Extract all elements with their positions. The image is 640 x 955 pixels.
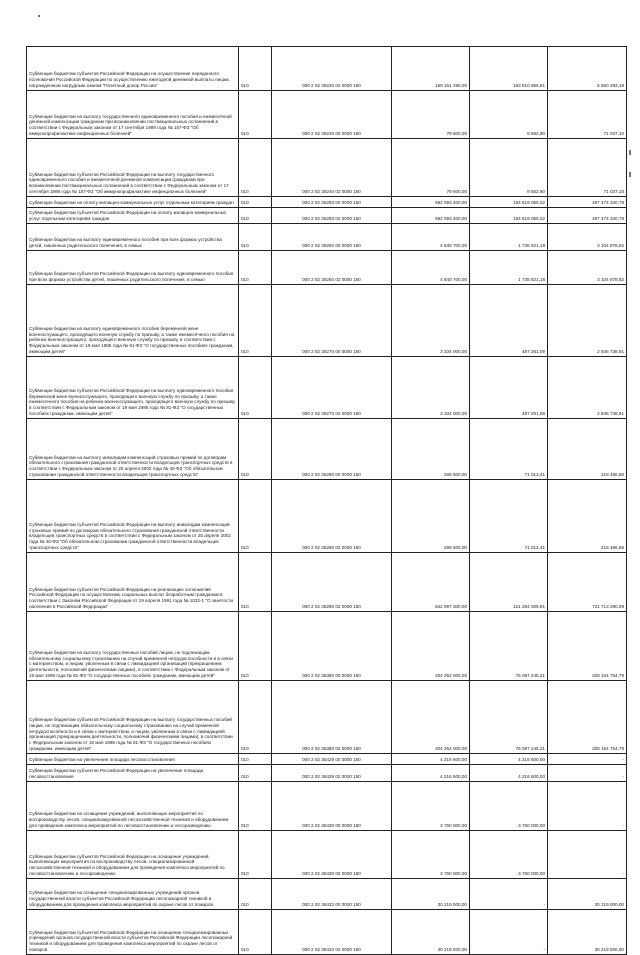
line-code: 010 bbox=[239, 879, 272, 910]
table-row bbox=[27, 251, 627, 285]
budget-classification-code: 000 2 02 35270 02 0000 150 bbox=[272, 357, 392, 419]
table-row bbox=[27, 553, 627, 612]
approved-amount: 30 219 000,00 bbox=[392, 910, 470, 955]
budget-item-name: Субвенции бюджетам на выплату единовременного пособия беременной жене военнослужащего, проходящего военную службу по призыву, а также ежемесячного пособия на ребенка военнослужащего, проходящего военную службу по призыву, в соответствии с Федеральным законом от 19 мая 1995 года № 81-ФЗ "О государственных пособиях гражданам, имеющим детей" bbox=[27, 285, 239, 357]
approved-amount: 404 252 000,00 bbox=[392, 612, 470, 681]
budget-item-name: Субвенции бюджетам на выплату государственного единовременного пособия и ежемесячной денежной компенсации гражданам при возникновении поствакцинальных осложнений в соответствии с Федеральным законом от 17 сентября 1998 года № 157-ФЗ "Об иммунопрофилактике инфекционных болезней" bbox=[27, 91, 239, 139]
budget-classification-code: 000 2 02 35432 02 0000 150 bbox=[272, 910, 392, 955]
line-code: 010 bbox=[239, 831, 272, 879]
budget-classification-code: 000 2 02 35220 02 0000 150 bbox=[272, 47, 392, 91]
budget-classification-code: 000 2 02 35270 00 0000 150 bbox=[272, 285, 392, 357]
approved-amount: 842 997 300,00 bbox=[392, 553, 470, 612]
budget-item-name: Субвенции бюджетам субъектов Российской Федерации на выплату инвалидам компенсаций страховых премий по договорам обязательного страхования гражданской ответственности владельцев транспортных средств в соответствии с Федеральным законом от 25 апреля 2002 года № 40-ФЗ "Об обязательном страховании гражданской ответственности владельцев транспортных средств" bbox=[27, 480, 239, 553]
line-code: 010 bbox=[239, 251, 272, 285]
approved-amount: 289 500,00 bbox=[392, 419, 470, 480]
unexecuted-amount: 497 474 340,78 bbox=[548, 208, 627, 224]
approved-amount: 3 760 000,00 bbox=[392, 831, 470, 879]
revenue-table bbox=[26, 46, 627, 955]
unexecuted-amount: 30 219 000,00 bbox=[548, 910, 627, 955]
budget-classification-code: 000 2 02 35260 00 0000 150 bbox=[272, 224, 392, 251]
budget-classification-code: 000 2 02 35240 02 0000 150 bbox=[272, 139, 392, 197]
line-code: 010 bbox=[239, 197, 272, 208]
table-row bbox=[27, 208, 627, 224]
table-row bbox=[27, 197, 627, 208]
executed-amount: 194 619 059,22 bbox=[470, 208, 548, 224]
scan-edge-mark bbox=[629, 150, 631, 155]
unexecuted-amount: 2 846 738,91 bbox=[548, 285, 627, 357]
budget-item-name: Субвенции бюджетам субъектов Российской Федерации на выплату единовременного пособия при всех формах устройства детей, лишенных родительского попечения, в семью bbox=[27, 251, 239, 285]
unexecuted-amount: - bbox=[548, 831, 627, 879]
unexecuted-amount: - bbox=[548, 754, 627, 765]
unexecuted-amount: 328 164 754,79 bbox=[548, 681, 627, 754]
table-row bbox=[27, 754, 627, 765]
approved-amount: 79 600,00 bbox=[392, 91, 470, 139]
budget-classification-code: 000 2 02 35430 00 0000 150 bbox=[272, 782, 392, 831]
executed-amount: 4 216 600,00 bbox=[470, 754, 548, 765]
line-code: 010 bbox=[239, 782, 272, 831]
table-row bbox=[27, 910, 627, 955]
approved-amount: 3 760 000,00 bbox=[392, 782, 470, 831]
budget-item-name: Субвенции бюджетам на увеличение площади лесовосстановления bbox=[27, 754, 239, 765]
table-row bbox=[27, 480, 627, 553]
budget-classification-code: 000 2 02 35380 00 0000 150 bbox=[272, 612, 392, 681]
executed-amount: 76 087 245,21 bbox=[470, 681, 548, 754]
budget-item-name: Субвенции бюджетам субъектов Российской Федерации на оснащение специализированных учреждений органов государственной власти субъектов Российской Федерации лесопожарной техникой и оборудованием для проведения комплекса мероприятий по охране лесов от пожаров bbox=[27, 910, 239, 955]
executed-amount: 487 261,09 bbox=[470, 285, 548, 357]
budget-classification-code: 000 2 02 35250 00 0000 150 bbox=[272, 197, 392, 208]
executed-amount: 8 562,90 bbox=[470, 91, 548, 139]
budget-item-name: Субвенции бюджетам субъектов Российской Федерации на оплату жилищно-коммунальных услуг отдельным категориям граждан bbox=[27, 208, 239, 224]
executed-amount: - bbox=[470, 879, 548, 910]
budget-item-name: Субвенции бюджетам на оплату жилищно-коммунальных услуг отдельным категориям граждан bbox=[27, 197, 239, 208]
executed-amount: 1 735 821,18 bbox=[470, 224, 548, 251]
unexecuted-amount: 218 486,59 bbox=[548, 419, 627, 480]
approved-amount: 4 840 700,00 bbox=[392, 251, 470, 285]
unexecuted-amount: - bbox=[548, 765, 627, 782]
line-code: 010 bbox=[239, 419, 272, 480]
budget-item-name: Субвенции бюджетам субъектов Российской Федерации на оснащение учреждений, выполняющих мероприятия по воспроизводству лесов, специализированной лесохозяйственной техникой и оборудованием для проведения комплекса мероприятий по лесовосстановлению и лесоразведению bbox=[27, 831, 239, 879]
unexecuted-amount: 497 474 340,78 bbox=[548, 197, 627, 208]
approved-amount: 3 334 000,00 bbox=[392, 285, 470, 357]
budget-classification-code: 000 2 02 35430 02 0000 150 bbox=[272, 831, 392, 879]
approved-amount: 169 161 290,00 bbox=[392, 47, 470, 91]
table-body bbox=[27, 47, 627, 955]
executed-amount: 3 760 000,00 bbox=[470, 831, 548, 879]
unexecuted-amount: 721 713 290,09 bbox=[548, 553, 627, 612]
line-code: 010 bbox=[239, 553, 272, 612]
budget-classification-code: 000 2 02 35260 02 0000 150 bbox=[272, 251, 392, 285]
table-row bbox=[27, 285, 627, 357]
line-code: 010 bbox=[239, 91, 272, 139]
unexecuted-amount: - bbox=[548, 782, 627, 831]
line-code: 010 bbox=[239, 224, 272, 251]
table-row bbox=[27, 831, 627, 879]
line-code: 010 bbox=[239, 47, 272, 91]
executed-amount: 1 735 821,18 bbox=[470, 251, 548, 285]
line-code: 010 bbox=[239, 612, 272, 681]
approved-amount: 30 219 000,00 bbox=[392, 879, 470, 910]
budget-item-name: Субвенции бюджетам на оснащение учреждений, выполняющих мероприятия по воспроизводству лесов, специализированной лесохозяйственной техникой и оборудованием для проведения комплекса мероприятий по лесовосстановлению и лесоразведению bbox=[27, 782, 239, 831]
table-row bbox=[27, 357, 627, 419]
approved-amount: 3 334 000,00 bbox=[392, 357, 470, 419]
approved-amount: 4 216 600,00 bbox=[392, 754, 470, 765]
budget-classification-code: 000 2 02 35290 02 0000 150 bbox=[272, 553, 392, 612]
executed-amount: 4 216 600,00 bbox=[470, 765, 548, 782]
approved-amount: 4 840 700,00 bbox=[392, 224, 470, 251]
budget-classification-code: 000 2 02 35429 00 0000 150 bbox=[272, 754, 392, 765]
line-code: 010 bbox=[239, 357, 272, 419]
budget-classification-code: 000 2 02 35250 02 0000 150 bbox=[272, 208, 392, 224]
budget-item-name: Субвенции бюджетам субъектов Российской Федерации на осуществление переданного полномочия Российской Федерации по осуществлению ежегодной денежной выплаты лицам, награжденным нагрудным знаком "Почетный донор России" bbox=[27, 47, 239, 91]
budget-classification-code: 000 2 02 35280 02 0000 150 bbox=[272, 480, 392, 553]
unexecuted-amount: 71 037,10 bbox=[548, 139, 627, 197]
budget-item-name: Субвенции бюджетам субъектов Российской Федерации на выплату государственного единовременного пособия и ежемесячной денежной компенсации гражданам при возникновении поствакцинальных осложнений в соответствии с Федеральным законом от 17 сентября 1998 года № 157-ФЗ "Об иммунопрофилактике инфекционных болезней" bbox=[27, 139, 239, 197]
executed-amount: 487 261,09 bbox=[470, 357, 548, 419]
unexecuted-amount: 3 104 878,82 bbox=[548, 251, 627, 285]
executed-amount: 71 013,41 bbox=[470, 419, 548, 480]
line-code: 010 bbox=[239, 480, 272, 553]
table-row bbox=[27, 612, 627, 681]
budget-classification-code: 000 2 02 35240 00 0000 150 bbox=[272, 91, 392, 139]
table-row bbox=[27, 681, 627, 754]
scan-edge-mark bbox=[629, 172, 631, 177]
unexecuted-amount: 3 104 878,82 bbox=[548, 224, 627, 251]
table-row bbox=[27, 139, 627, 197]
unexecuted-amount: 71 037,10 bbox=[548, 91, 627, 139]
executed-amount: 8 562,90 bbox=[470, 139, 548, 197]
unexecuted-amount: 5 550 293,19 bbox=[548, 47, 627, 91]
budget-classification-code: 000 2 02 35380 02 0000 150 bbox=[272, 681, 392, 754]
table-row bbox=[27, 91, 627, 139]
executed-amount: 121 284 009,91 bbox=[470, 553, 548, 612]
budget-item-name: Субвенции бюджетам субъектов Российской Федерации на выплату единовременного пособия беременной жене военнослужащего, проходящего военную службу по призыву, а также ежемесячного пособия на ребенка военнослужащего, проходящего военную службу по призыву, в соответствии с Федеральным законом от 19 мая 1995 года № 81-ФЗ "О государственных пособиях гражданам, имеющим детей" bbox=[27, 357, 239, 419]
budget-item-name: Субвенции бюджетам на выплату инвалидам компенсаций страховых премий по договорам обязательного страхования гражданской ответственности владельцев транспортных средств в соответствии с Федеральным законом от 25 апреля 2002 года № 40-ФЗ "Об обязательном страховании гражданской ответственности владельцев транспортных средств" bbox=[27, 419, 239, 480]
line-code: 010 bbox=[239, 910, 272, 955]
approved-amount: 404 252 000,00 bbox=[392, 681, 470, 754]
budget-classification-code: 000 2 02 35280 00 0000 150 bbox=[272, 419, 392, 480]
table-row bbox=[27, 765, 627, 782]
scan-speck bbox=[38, 15, 40, 17]
line-code: 010 bbox=[239, 681, 272, 754]
budget-item-name: Субвенции бюджетам на выплату единовременного пособия при всех формах устройства детей, лишенных родительского попечения, в семью bbox=[27, 224, 239, 251]
budget-item-name: Субвенции бюджетам субъектов Российской Федерации на выплату государственных пособий лицам, не подлежащим обязательному социальному страхованию на случай временной нетрудоспособности и в связи с материнством, и лицам, уволенным в связи с ликвидацией организаций (прекращением деятельности, полномочий физическими лицами), в соответствии с Федеральным законом от 19 мая 1995 года № 81-ФЗ "О государственных пособиях гражданам, имеющим детей" bbox=[27, 681, 239, 754]
unexecuted-amount: 328 164 754,79 bbox=[548, 612, 627, 681]
unexecuted-amount: 30 219 000,00 bbox=[548, 879, 627, 910]
line-code: 010 bbox=[239, 285, 272, 357]
table-row bbox=[27, 782, 627, 831]
approved-amount: 79 600,00 bbox=[392, 139, 470, 197]
table-row bbox=[27, 224, 627, 251]
approved-amount: 692 093 400,00 bbox=[392, 208, 470, 224]
budget-item-name: Субвенции бюджетам субъектов Российской Федерации на увеличение площади лесовосстановления bbox=[27, 765, 239, 782]
unexecuted-amount: 218 486,59 bbox=[548, 480, 627, 553]
executed-amount: 194 619 059,22 bbox=[470, 197, 548, 208]
table-row bbox=[27, 47, 627, 91]
approved-amount: 692 093 400,00 bbox=[392, 197, 470, 208]
table-row bbox=[27, 419, 627, 480]
budget-item-name: Субвенции бюджетам на выплату государственных пособий лицам, не подлежащим обязательному социальному страхованию на случай временной нетрудоспособности и в связи с материнством, и лицам, уволенным в связи с ликвидацией организаций (прекращением деятельности, полномочий физическими лицами), в соответствии с Федеральным законом от 19 мая 1995 года № 81-ФЗ "О государственных пособиях гражданам, имеющим детей" bbox=[27, 612, 239, 681]
executed-amount: 163 610 956,81 bbox=[470, 47, 548, 91]
line-code: 010 bbox=[239, 765, 272, 782]
executed-amount: 76 087 245,21 bbox=[470, 612, 548, 681]
line-code: 010 bbox=[239, 754, 272, 765]
budget-classification-code: 000 2 02 35432 00 0000 150 bbox=[272, 879, 392, 910]
budget-item-name: Субвенции бюджетам на оснащение специализированных учреждений органов государственной власти субъектов Российской Федерации лесопожарной техникой и оборудованием для проведения комплекса мероприятий по охране лесов от пожаров bbox=[27, 879, 239, 910]
line-code: 010 bbox=[239, 139, 272, 197]
executed-amount: 3 760 000,00 bbox=[470, 782, 548, 831]
executed-amount: - bbox=[470, 910, 548, 955]
budget-classification-code: 000 2 02 35429 02 0000 150 bbox=[272, 765, 392, 782]
approved-amount: 4 216 600,00 bbox=[392, 765, 470, 782]
budget-item-name: Субвенции бюджетам субъектов Российской Федерации на реализацию полномочий Российской Федерации по осуществлению социальных выплат безработным гражданам в соответствии с Законом Российской Федерации от 19 апреля 1991 года № 1032-1 "О занятости населения в Российской Федерации" bbox=[27, 553, 239, 612]
approved-amount: 289 500,00 bbox=[392, 480, 470, 553]
unexecuted-amount: 2 846 738,91 bbox=[548, 357, 627, 419]
executed-amount: 71 013,41 bbox=[470, 480, 548, 553]
line-code: 010 bbox=[239, 208, 272, 224]
